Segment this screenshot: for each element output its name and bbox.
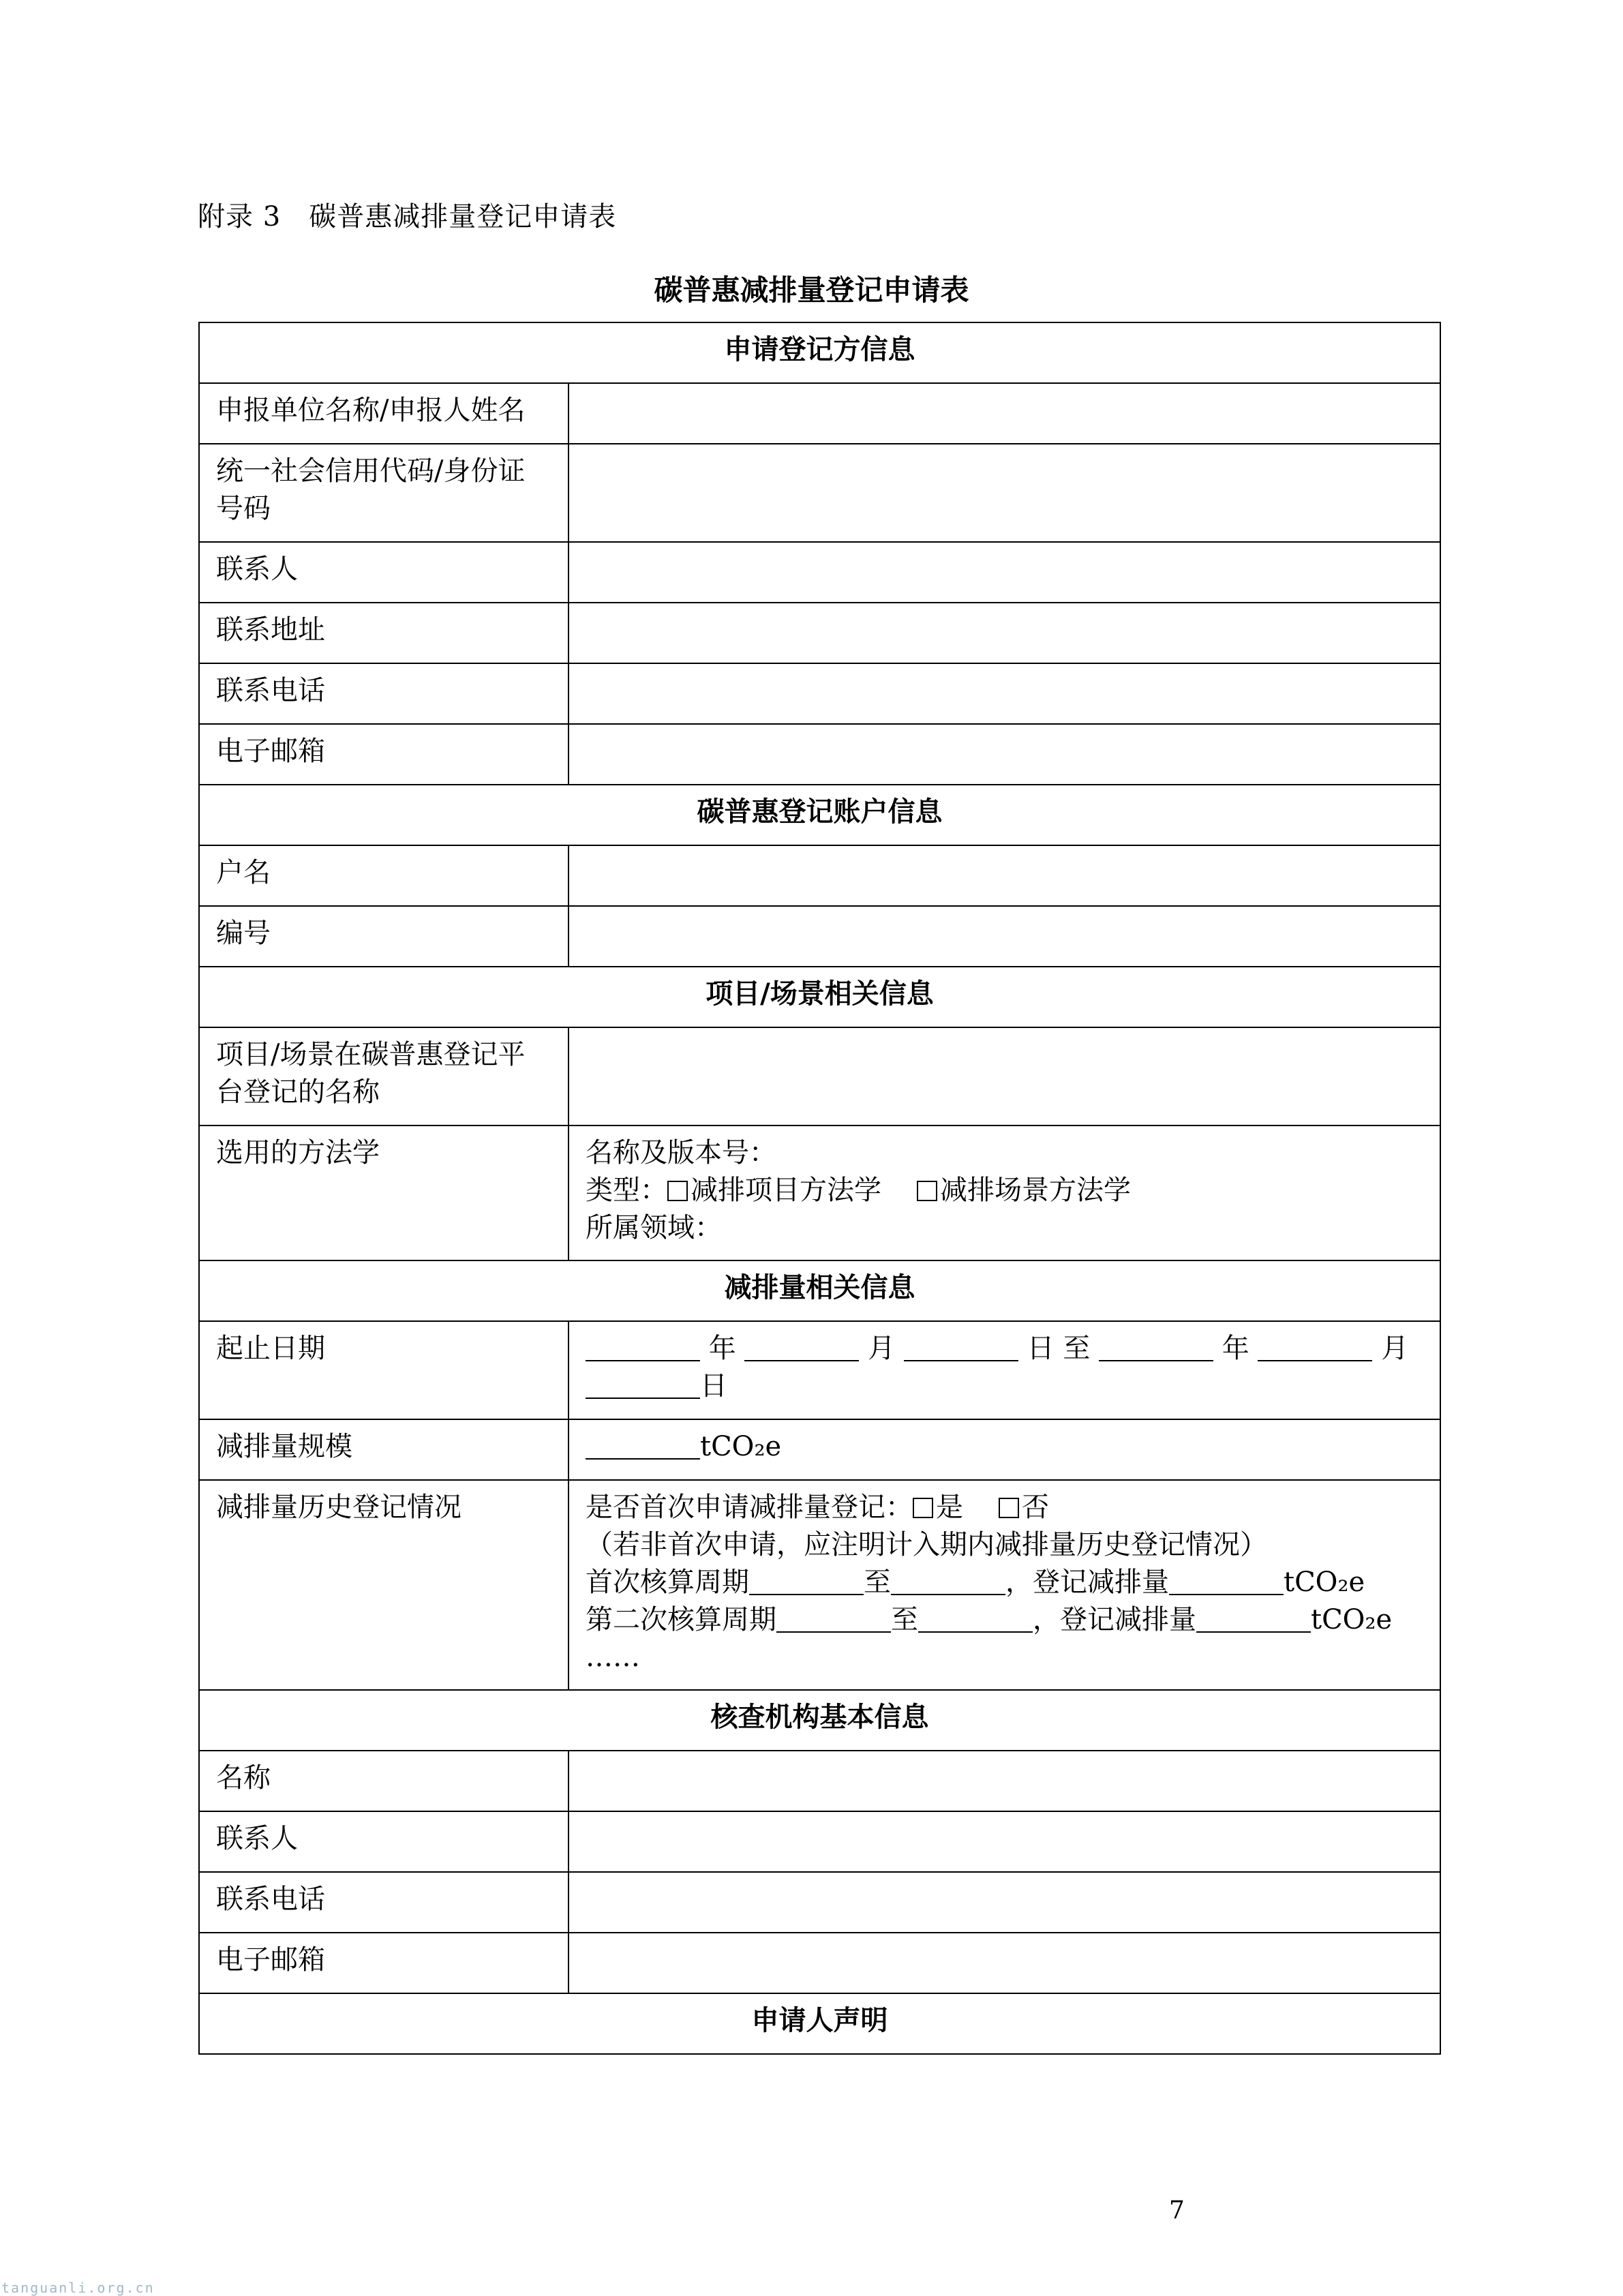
to-text: 至 — [864, 1567, 891, 1598]
first-period-start-blank[interactable] — [749, 1569, 864, 1595]
section-header-row — [199, 1993, 1440, 2054]
history-note: （若非首次申请，应注明计入期内减排量历史登记情况） — [586, 1529, 1267, 1560]
to-text: 至 — [891, 1604, 918, 1635]
second-period-label: 第二次核算周期 — [586, 1604, 776, 1635]
watermark: tanguanli.org.cn — [1, 2280, 155, 2296]
section-header-row — [199, 1260, 1440, 1321]
field-label: 减排量历史登记情况 — [199, 1480, 568, 1690]
field-label: 电子邮箱 — [199, 1933, 568, 1993]
form-row — [199, 1027, 1440, 1126]
field-label: 项目/场景在碳普惠登记平台登记的名称 — [199, 1027, 568, 1126]
form-row — [199, 1321, 1440, 1419]
email-field[interactable] — [568, 724, 1440, 785]
second-period-amount-blank[interactable] — [1196, 1607, 1311, 1633]
first-period-label: 首次核算周期 — [586, 1567, 749, 1598]
unit-text: tCO₂e — [700, 1431, 782, 1462]
form-row — [199, 603, 1440, 663]
month-unit: 月 — [1381, 1333, 1409, 1364]
start-day-blank[interactable] — [904, 1335, 1018, 1361]
scale-blank[interactable] — [586, 1434, 700, 1460]
methodology-type-prefix: 类型： — [586, 1175, 667, 1206]
section-header-row — [199, 967, 1440, 1027]
month-unit: 月 — [868, 1333, 896, 1364]
methodology-name-line: 名称及版本号： — [586, 1137, 776, 1168]
first-period-end-blank[interactable] — [891, 1569, 1005, 1595]
verifier-name-field[interactable] — [568, 1751, 1440, 1811]
end-month-blank[interactable] — [1258, 1335, 1372, 1361]
field-label: 联系人 — [199, 542, 568, 603]
methodology-type-line — [586, 1172, 1423, 1209]
scale-cell — [568, 1419, 1440, 1480]
form-row — [199, 444, 1440, 542]
start-year-blank[interactable] — [586, 1335, 700, 1361]
day-unit: 日 — [1027, 1333, 1055, 1364]
field-label: 电子邮箱 — [199, 724, 568, 785]
page-number: 7 — [1169, 2196, 1185, 2224]
field-label: 统一社会信用代码/身份证号码 — [199, 444, 568, 542]
checkbox-project-methodology[interactable] — [667, 1181, 688, 1201]
first-time-question: 是否首次申请减排量登记： — [586, 1492, 913, 1523]
option-scene-methodology: 减排场景方法学 — [940, 1175, 1131, 1206]
checkbox-yes[interactable] — [913, 1498, 933, 1518]
checkbox-scene-methodology[interactable] — [917, 1181, 937, 1201]
field-label: 减排量规模 — [199, 1419, 568, 1480]
ellipsis: …… — [586, 1642, 640, 1673]
field-label: 选用的方法学 — [199, 1126, 568, 1260]
verifier-email-field[interactable] — [568, 1933, 1440, 1993]
field-label: 联系人 — [199, 1811, 568, 1872]
project-name-field[interactable] — [568, 1027, 1440, 1126]
account-number-field[interactable] — [568, 906, 1440, 967]
field-label: 联系电话 — [199, 663, 568, 724]
contact-phone-field[interactable] — [568, 663, 1440, 724]
form-row — [199, 1933, 1440, 1993]
field-label: 编号 — [199, 906, 568, 967]
form-row — [199, 663, 1440, 724]
day-unit: 日 — [700, 1370, 727, 1402]
second-period-start-blank[interactable] — [776, 1607, 891, 1633]
registration-form-table — [198, 322, 1441, 2055]
form-row — [199, 1419, 1440, 1480]
methodology-field-line: 所属领域： — [586, 1212, 722, 1243]
form-row — [199, 845, 1440, 906]
form-row — [199, 542, 1440, 603]
checkbox-no[interactable] — [999, 1498, 1019, 1518]
verifier-phone-field[interactable] — [568, 1872, 1440, 1933]
section-title-project: 项目/场景相关信息 — [199, 967, 1440, 1027]
field-label: 户名 — [199, 845, 568, 906]
contact-address-field[interactable] — [568, 603, 1440, 663]
field-label: 联系地址 — [199, 603, 568, 663]
section-header-row — [199, 322, 1440, 383]
registered-amount-label: ，登记减排量 — [1033, 1604, 1196, 1635]
applicant-name-field[interactable] — [568, 383, 1440, 444]
form-row — [199, 1872, 1440, 1933]
credit-code-field[interactable] — [568, 444, 1440, 542]
to-text: 至 — [1063, 1333, 1091, 1364]
field-label: 名称 — [199, 1751, 568, 1811]
form-row — [199, 1126, 1440, 1260]
form-row — [199, 906, 1440, 967]
option-project-methodology: 减排项目方法学 — [691, 1175, 881, 1206]
account-name-field[interactable] — [568, 845, 1440, 906]
first-period-amount-blank[interactable] — [1169, 1569, 1284, 1595]
field-label: 申报单位名称/申报人姓名 — [199, 383, 568, 444]
form-row — [199, 1480, 1440, 1690]
section-header-row — [199, 1690, 1440, 1751]
form-row — [199, 1751, 1440, 1811]
history-cell — [568, 1480, 1440, 1690]
unit-text: tCO₂e — [1284, 1567, 1365, 1598]
section-header-row — [199, 785, 1440, 845]
second-period-end-blank[interactable] — [918, 1607, 1033, 1633]
option-no: 否 — [1022, 1492, 1049, 1523]
registered-amount-label: ，登记减排量 — [1005, 1567, 1169, 1598]
unit-text: tCO₂e — [1311, 1604, 1393, 1635]
start-month-blank[interactable] — [744, 1335, 859, 1361]
contact-person-field[interactable] — [568, 542, 1440, 603]
methodology-cell — [568, 1126, 1440, 1260]
end-year-blank[interactable] — [1099, 1335, 1213, 1361]
verifier-contact-field[interactable] — [568, 1811, 1440, 1872]
field-label: 联系电话 — [199, 1872, 568, 1933]
section-title-declaration: 申请人声明 — [199, 1993, 1440, 2054]
section-title-applicant: 申请登记方信息 — [199, 322, 1440, 383]
option-yes: 是 — [936, 1492, 963, 1523]
form-row — [199, 724, 1440, 785]
section-title-account: 碳普惠登记账户信息 — [199, 785, 1440, 845]
year-unit: 年 — [1222, 1333, 1249, 1364]
end-day-blank[interactable] — [586, 1373, 700, 1399]
form-title: 碳普惠减排量登记申请表 — [654, 273, 969, 307]
field-label: 起止日期 — [199, 1321, 568, 1419]
section-title-reduction: 减排量相关信息 — [199, 1260, 1440, 1321]
section-title-verifier: 核查机构基本信息 — [199, 1690, 1440, 1751]
appendix-heading: 附录 3 碳普惠减排量登记申请表 — [198, 201, 617, 232]
date-range-cell — [568, 1321, 1440, 1419]
form-row — [199, 1811, 1440, 1872]
year-unit: 年 — [708, 1333, 736, 1364]
form-row — [199, 383, 1440, 444]
